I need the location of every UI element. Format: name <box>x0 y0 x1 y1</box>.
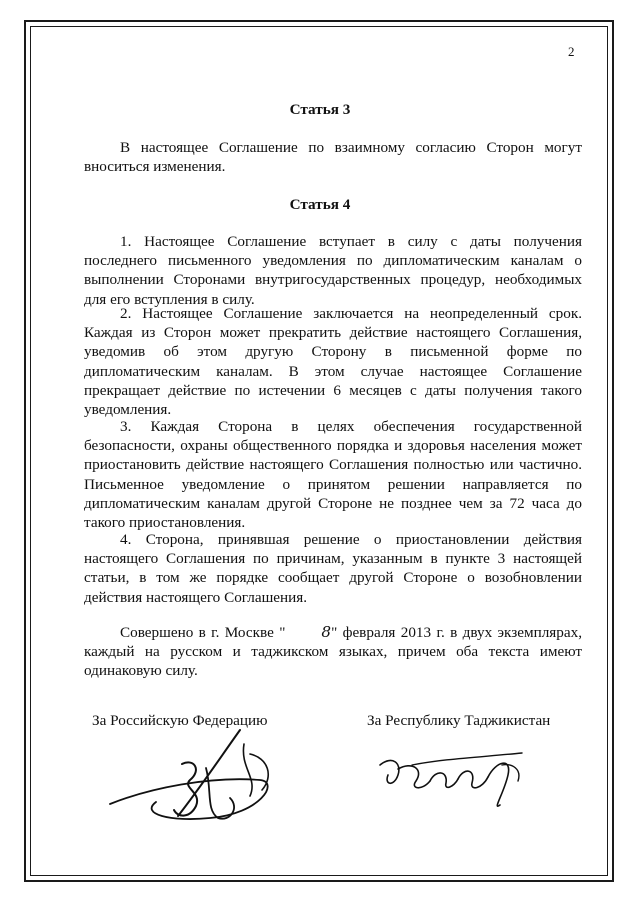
article-4-item-1: 1. Настоящее Соглашение вступает в силу с даты получения последнего письменного уведомления по дипломатическим каналам о выполнении Сторонами внутригосударственных процедур, необходимых для его вступления в силу. <box>84 233 582 308</box>
article-3-heading: Статья 3 <box>289 101 351 118</box>
article-4-item-3: 3. Каждая Сторона в целях обеспечения государственной безопасности, охраны общественного порядка и здоровья населения может приостановить действие настоящего Соглашения полностью или частично. Письменное уведомление о принятом решении направляется по дипломатическим каналам другой Стороне не позднее чем за 72 часа до такого приостановления. <box>84 418 582 532</box>
handwritten-signature-right <box>372 735 542 825</box>
article-3-text: В настоящее Соглашение по взаимному согласию Сторон могут вноситься изменения. <box>84 139 582 176</box>
article-4-item-2: 2. Настоящее Соглашение заключается на неопределенный срок. Каждая из Сторон может прекратить действие настоящего Соглашения, уведомив об этом другую Сторону в письменной форме по дипломатическим каналам. В этом случае настоящее Соглашение прекращает действие по истечении 6 месяцев с даты получения такого уведомления. <box>84 305 582 419</box>
handwritten-signature-left <box>90 718 300 843</box>
closing-day: 8 <box>321 623 332 641</box>
signature-label-tajikistan: За Республику Таджикистан <box>367 712 551 729</box>
page-number: 2 <box>568 44 575 59</box>
signature-label-russia: За Российскую Федерацию <box>92 712 268 729</box>
article-4-item-4: 4. Сторона, принявшая решение о приостановлении действия настоящего Соглашения по причинам, указанным в пункте 3 настоящей статьи, в том же порядке сообщает другой Стороне о возобновлении действия настоящего Соглашения. <box>84 531 582 606</box>
closing-suffix: " февраля 2013 г. в двух экземплярах, каждый на русском и таджикском языках, причем оба текста имеют одинаковую силу. <box>84 624 582 680</box>
article-4-heading: Статья 4 <box>289 196 351 213</box>
closing-prefix: Совершено в г. Москве " <box>120 624 286 641</box>
closing-paragraph <box>84 623 582 681</box>
